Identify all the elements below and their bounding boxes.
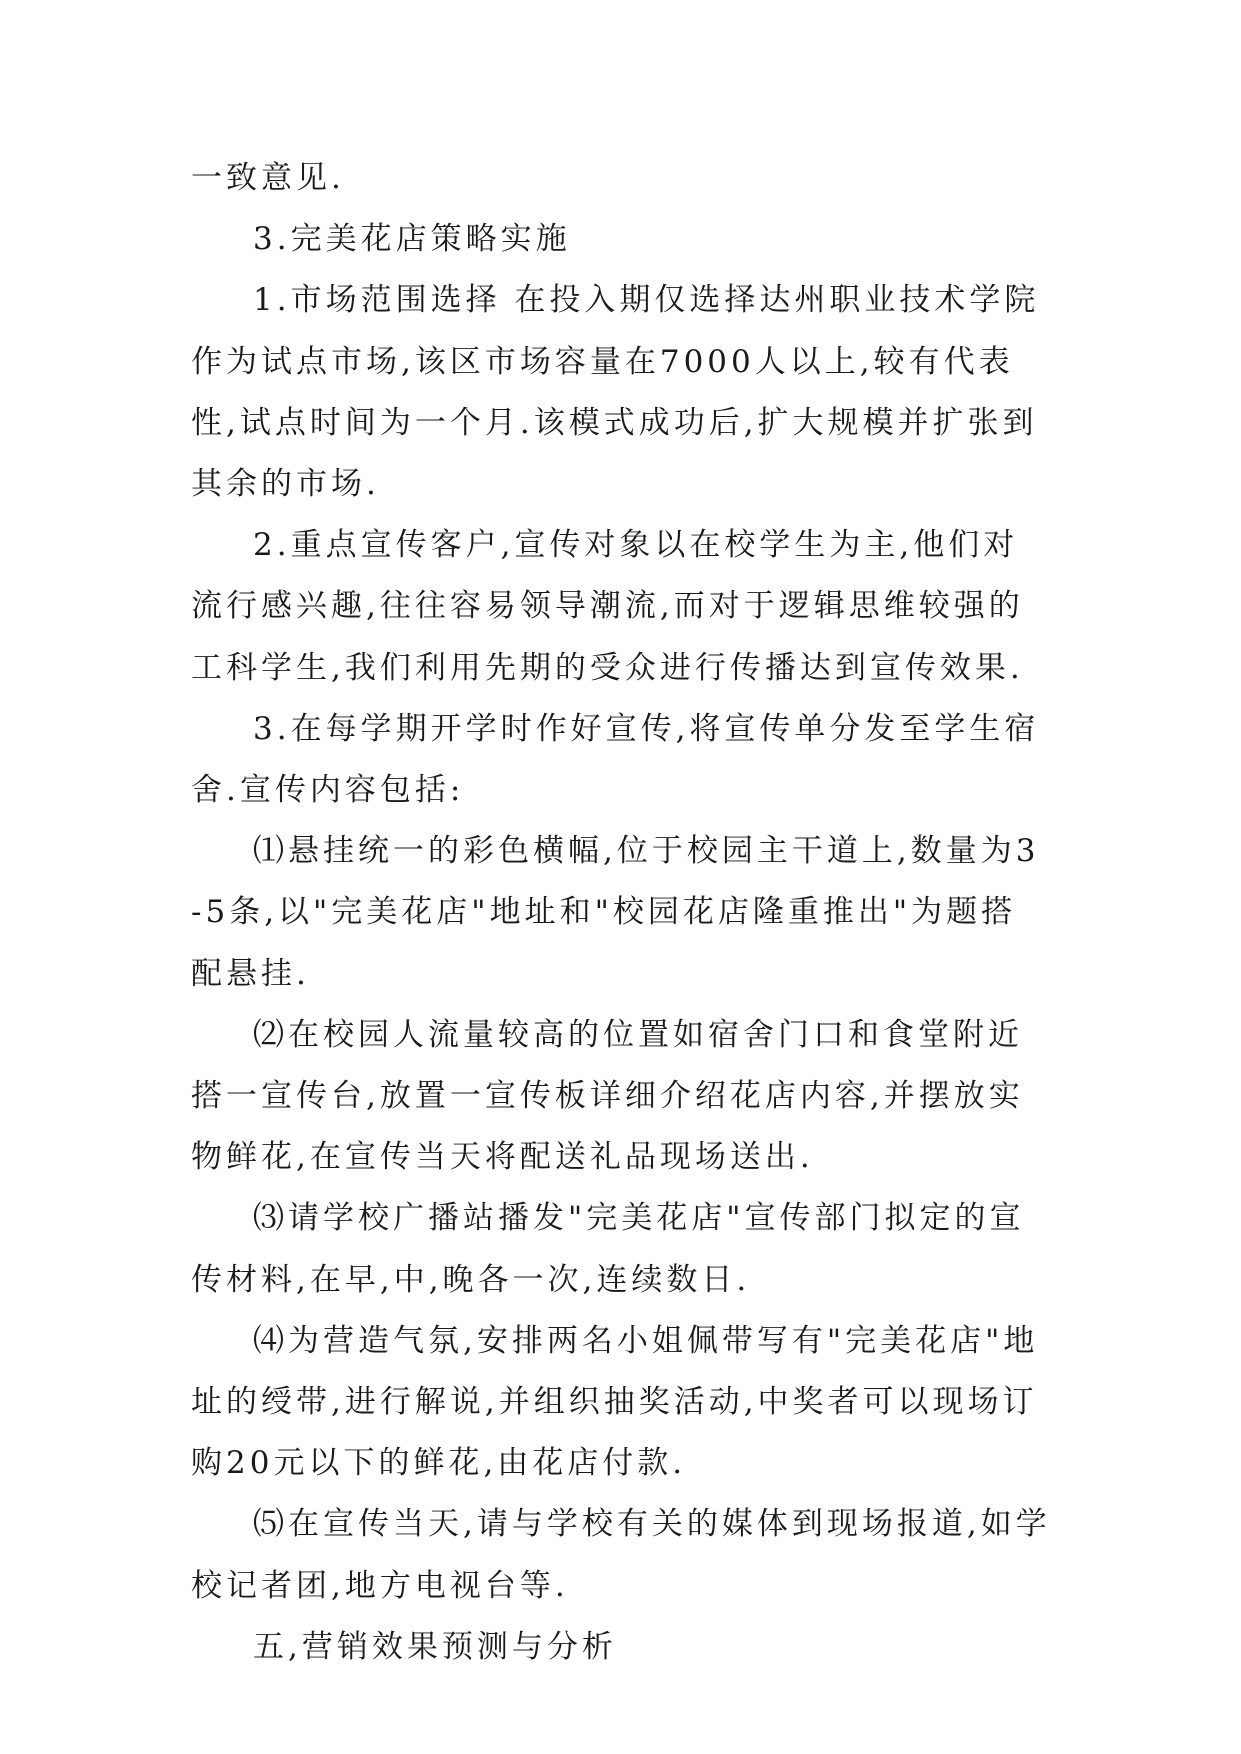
paragraph-1: 一致意见.	[191, 160, 345, 196]
paragraph-market-scope: 1.市场范围选择 在投入期仅选择达州职业技术学院作为试点市场,该区市场容量在7000人以上,较有代表性,试点时间为一个月.该模式成功后,扩大规模并扩张到其余的市场.	[191, 282, 1040, 503]
list-item-hostess: ⑷为营造气氛,安排两名小姐佩带写有"完美花店"地址的绶带,进行解说,并组织抽奖活动,中奖者可以现场订购20元以下的鲜花,由花店付款.	[191, 1322, 1039, 1482]
section-heading-strategy: 3.完美花店策略实施	[253, 221, 571, 258]
list-item-banner: ⑴悬挂统一的彩色横幅,位于校园主干道上,数量为3-5条,以"完美花店"地址和"校园花店隆重推出"为题搭配悬挂.	[191, 833, 1040, 992]
paragraph-promotion: 3.在每学期开学时作好宣传,将宣传单分发至学生宿舍.宣传内容包括:	[191, 710, 1040, 809]
section-heading-forecast: 五,营销效果预测与分析	[253, 1628, 617, 1665]
list-item-booth: ⑵在校园人流量较高的位置如宿舍门口和食堂附近搭一宣传台,放置一宣传板详细介绍花店内容,并摆放实物鲜花,在宣传当天将配送礼品现场送出.	[191, 1016, 1024, 1176]
list-item-media: ⑸在宣传当天,请与学校有关的媒体到现场报道,如学校记者团,地方电视台等.	[191, 1506, 1051, 1604]
document-body	[191, 148, 1051, 1678]
paragraph-key-customers: 2.重点宣传客户,宣传对象以在校学生为主,他们对流行感兴趣,往往容易领导潮流,而对于逻辑思维较强的工科学生,我们利用先期的受众进行传播达到宣传效果.	[191, 527, 1024, 686]
list-item-broadcast: ⑶请学校广播站播发"完美花店"宣传部门拟定的宣传材料,在早,中,晚各一次,连续数日.	[191, 1200, 1025, 1298]
